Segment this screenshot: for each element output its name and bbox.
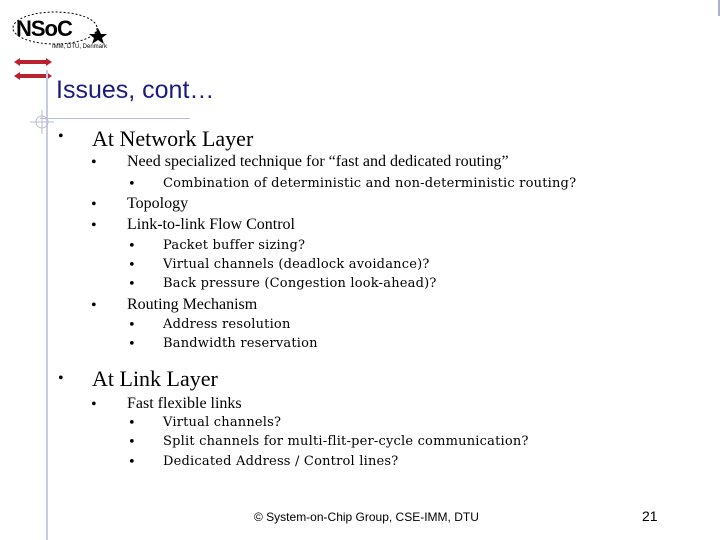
bullet-dot: • <box>128 177 136 192</box>
routing-mechanism-item: Routing Mechanism <box>127 296 258 313</box>
split-channels-item: Split channels for multi-flit-per-cycle communication? <box>163 434 529 449</box>
bullet-dot: • <box>91 217 97 234</box>
page-number: 21 <box>642 508 658 524</box>
bullet-dot: • <box>58 370 64 387</box>
double-arrow-icon <box>12 56 56 84</box>
back-pressure-item: Back pressure (Congestion look-ahead)? <box>163 276 437 291</box>
left-rule <box>46 70 48 540</box>
bullet-dot: • <box>91 396 97 413</box>
bullet-dot: • <box>128 318 136 333</box>
packet-buffer-item: Packet buffer sizing? <box>163 238 306 253</box>
bullet-dot: • <box>128 416 136 431</box>
combination-routing-item: Combination of deterministic and non-deterministic routing? <box>163 176 577 191</box>
logo-subtitle: IMM, DTU, Denmark <box>52 44 108 50</box>
bullet-dot: • <box>128 258 136 273</box>
crosshair-icon <box>30 110 54 134</box>
bullet-dot: • <box>91 196 97 213</box>
bullet-dot: • <box>91 154 97 171</box>
bandwidth-reservation-item: Bandwidth reservation <box>163 336 318 351</box>
bullet-dot: • <box>128 277 136 292</box>
bullet-dot: • <box>128 435 136 450</box>
address-resolution-item: Address resolution <box>163 317 291 332</box>
star-icon <box>89 28 107 44</box>
dedicated-lines-item: Dedicated Address / Control lines? <box>163 454 399 469</box>
fast-links-item: Fast flexible links <box>127 395 242 412</box>
topology-item: Topology <box>127 195 189 212</box>
bullet-dot: • <box>91 297 97 314</box>
logo-mark: NSoC <box>16 16 72 41</box>
bullet-dot: • <box>128 337 136 352</box>
link-layer-heading: At Link Layer <box>92 366 218 391</box>
footer-copyright: © System-on-Chip Group, CSE-IMM, DTU <box>254 510 479 524</box>
flow-control-item: Link-to-link Flow Control <box>127 216 295 233</box>
bullet-dot: • <box>128 239 136 254</box>
slide-title: Issues, cont… <box>56 76 215 104</box>
specialized-technique-item: Need specialized technique for “fast and dedicated routing” <box>127 153 509 170</box>
network-layer-heading: At Network Layer <box>92 126 254 151</box>
bullet-dot: • <box>128 455 136 470</box>
link-virtual-channels-item: Virtual channels? <box>163 415 282 430</box>
title-underline <box>40 118 190 119</box>
virtual-channels-item: Virtual channels (deadlock avoidance)? <box>163 257 430 272</box>
bullet-dot: • <box>58 128 64 145</box>
